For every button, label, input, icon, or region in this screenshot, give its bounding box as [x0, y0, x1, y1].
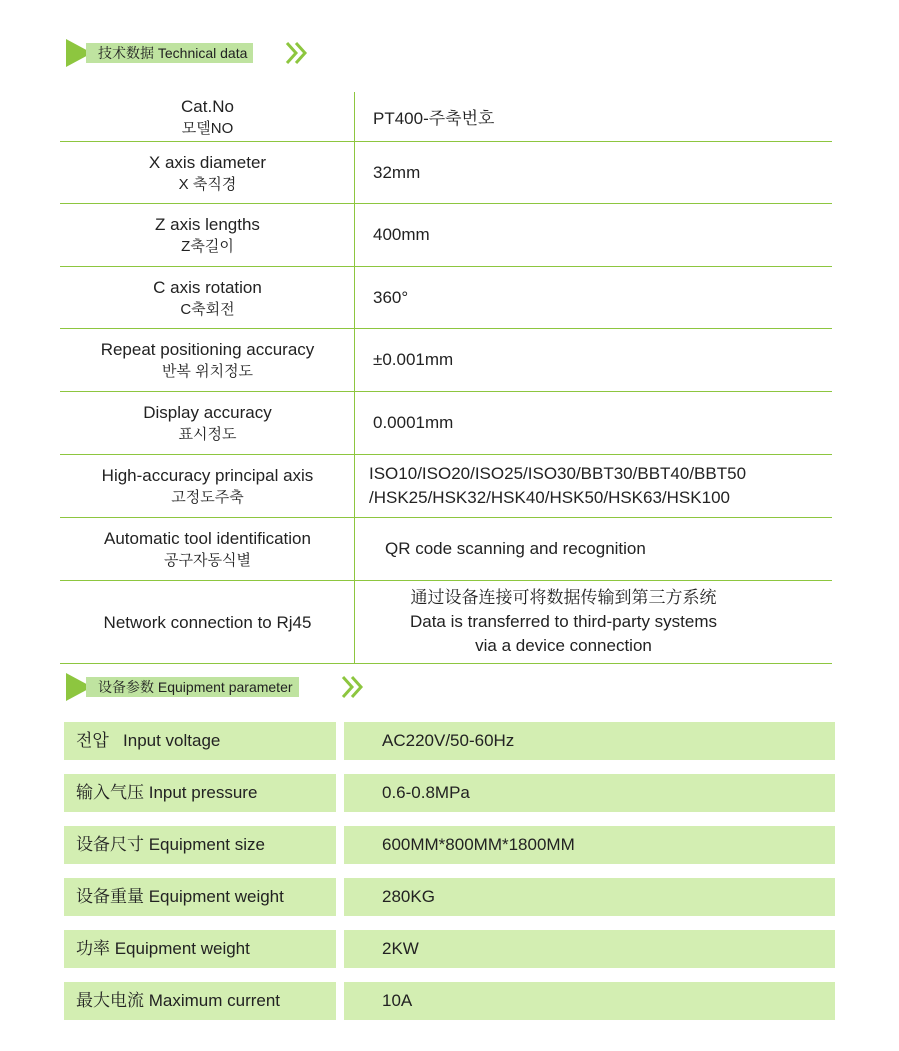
row-value — [355, 518, 832, 580]
double-chevron-right-icon — [284, 40, 310, 66]
row-label — [60, 455, 355, 517]
row-label-ko: C축회전 — [180, 300, 235, 318]
column-divider — [354, 329, 355, 391]
table-row — [64, 930, 836, 970]
table-row — [64, 722, 836, 762]
column-divider — [354, 204, 355, 266]
param-value: 10A — [344, 982, 835, 1020]
table-row — [64, 774, 836, 814]
row-label-en: Z axis lengths — [155, 215, 260, 234]
param-value: AC220V/50-60Hz — [344, 722, 835, 760]
row-value — [355, 392, 832, 454]
param-value: 600MM*800MM*1800MM — [344, 826, 835, 864]
column-divider — [354, 455, 355, 517]
value-line: 32mm — [373, 162, 421, 182]
row-label-en: High-accuracy principal axis — [101, 466, 314, 485]
row-label — [60, 518, 355, 580]
row-label — [60, 204, 355, 266]
row-label — [60, 267, 355, 328]
value-line: ±0.001mm — [373, 350, 454, 369]
row-value — [355, 329, 832, 391]
table-row — [60, 392, 832, 455]
table-row — [60, 581, 832, 664]
value-line: 400mm — [373, 225, 430, 244]
technical-data-table — [60, 92, 832, 664]
table-row — [64, 826, 836, 866]
value-line: Data is transferred to third-party systems — [409, 612, 718, 631]
value-line: 0.0001mm — [373, 413, 454, 432]
table-row — [64, 878, 836, 918]
param-label: 功率 Equipment weight — [64, 930, 336, 968]
technical-data-title: 技术数据 Technical data — [86, 43, 253, 63]
table-row — [60, 204, 832, 267]
value-line: PT400-주축번호 — [373, 108, 495, 128]
row-value — [355, 267, 832, 328]
row-label-en: Network connection to Rj45 — [103, 612, 312, 632]
value-line: QR code scanning and recognition — [385, 539, 646, 558]
row-label-en: Automatic tool identification — [104, 529, 311, 548]
value-line: /HSK25/HSK32/HSK40/HSK50/HSK63/HSK100 — [369, 488, 730, 507]
row-label — [60, 329, 355, 391]
column-divider — [354, 581, 355, 663]
param-label: 전압 Input voltage — [64, 722, 336, 760]
column-divider — [354, 92, 355, 141]
column-divider — [354, 142, 355, 203]
param-label: 输入气压 Input pressure — [64, 774, 336, 812]
row-label-en: X axis diameter — [148, 152, 267, 172]
table-row — [60, 455, 832, 518]
param-label: 最大电流 Maximum current — [64, 982, 336, 1020]
row-label-en: Repeat positioning accuracy — [100, 340, 315, 359]
param-label: 设备重量 Equipment weight — [64, 878, 336, 916]
row-label-ko: 표시정도 — [178, 426, 237, 443]
column-divider — [354, 392, 355, 454]
value-line: via a device connection — [475, 636, 652, 655]
row-value — [355, 142, 832, 203]
value-line: 通过设备连接可将数据传输到第三方系统 — [410, 588, 717, 607]
value-line: 360° — [373, 287, 409, 307]
double-chevron-right-icon — [340, 674, 366, 700]
param-label: 设备尺寸 Equipment size — [64, 826, 336, 864]
param-value: 280KG — [344, 878, 835, 916]
table-row — [64, 982, 836, 1022]
row-value — [355, 455, 832, 517]
row-value — [355, 92, 832, 141]
equipment-parameter-title: 设备参数 Equipment parameter — [86, 677, 299, 697]
equipment-parameter-table — [64, 722, 836, 1034]
table-row — [60, 92, 832, 142]
row-label-ko: 공구자동식별 — [164, 552, 251, 569]
column-divider — [354, 518, 355, 580]
row-label-en: C axis rotation — [153, 277, 262, 297]
table-row — [60, 267, 832, 329]
param-value: 2KW — [344, 930, 835, 968]
row-label-ko: 반복 위치정도 — [161, 363, 254, 380]
row-label — [60, 581, 355, 663]
row-label-ko: Z축길이 — [181, 238, 234, 255]
column-divider — [354, 267, 355, 328]
row-label-en: Display accuracy — [143, 403, 272, 422]
row-value — [355, 204, 832, 266]
row-label-ko: X 축직경 — [178, 175, 237, 193]
row-label — [60, 92, 355, 141]
param-value: 0.6-0.8MPa — [344, 774, 835, 812]
row-label — [60, 392, 355, 454]
table-row — [60, 142, 832, 204]
row-label-ko: 고정도주축 — [171, 489, 244, 506]
row-label-ko: 모델NO — [181, 119, 234, 137]
row-label — [60, 142, 355, 203]
row-value — [355, 581, 832, 663]
table-row — [60, 329, 832, 392]
row-label-en: Cat.No — [181, 96, 234, 116]
table-row — [60, 518, 832, 581]
value-line: ISO10/ISO20/ISO25/ISO30/BBT30/BBT40/BBT50 — [369, 464, 747, 483]
